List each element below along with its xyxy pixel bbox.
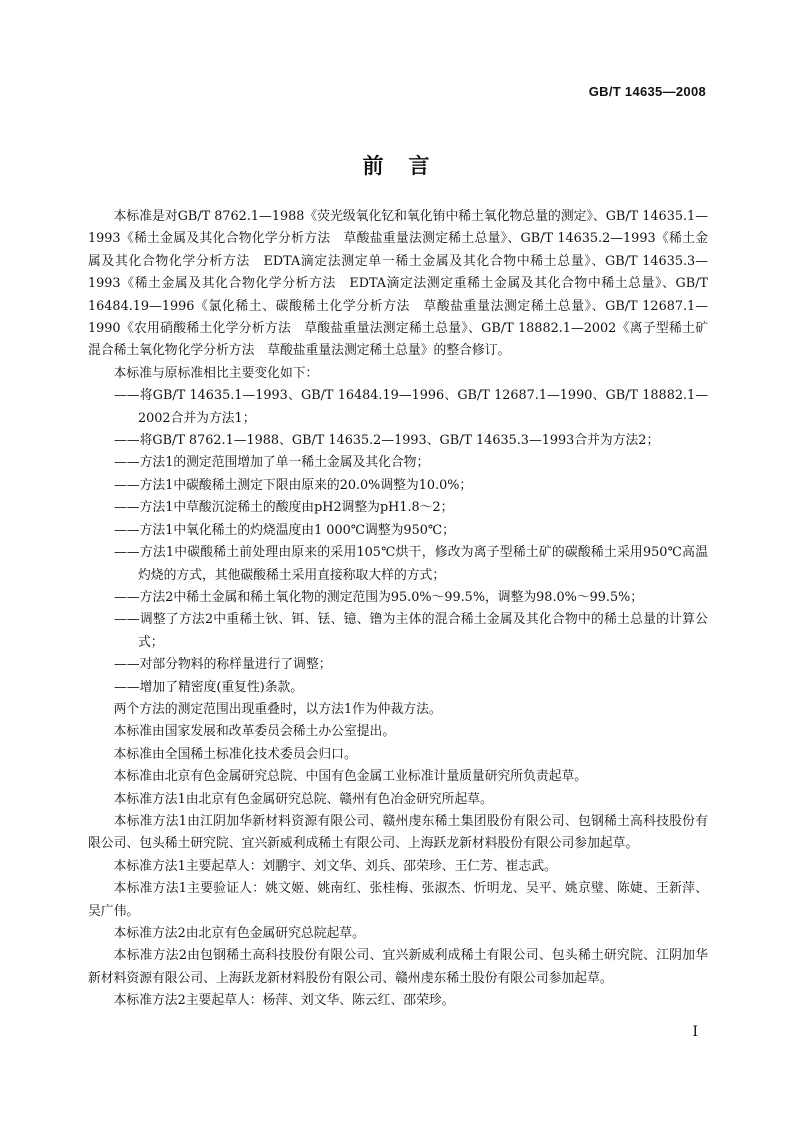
body-paragraph: 本标准方法1主要验证人：姚文姬、姚南红、张桂梅、张淑杰、忻明龙、吴平、姚京璧、陈婕、王新萍、吴广伟。 bbox=[88, 881, 708, 919]
body-paragraph: 本标准方法1由北京有色金属研究总院、赣州有色冶金研究所起草。 bbox=[113, 791, 493, 807]
body-paragraph: 本标准由国家发展和改革委员会稀土办公室提出。 bbox=[113, 724, 396, 740]
body-paragraph: 本标准方法1由江阴加华新材料资源有限公司、赣州虔东稀土集团股份有限公司、包钢稀土高科技股份有限公司、包头稀土研究院、宜兴新威利成稀土有限公司、上海跃龙新材料股份有限公司参加起草。 bbox=[88, 813, 708, 852]
document-body bbox=[88, 206, 708, 1013]
body-paragraph: 本标准方法2由北京有色金属研究总院起草。 bbox=[113, 926, 365, 941]
change-item: ——将GB/T 14635.1—1993、GB/T 16484.19—1996、GB/T 12687.1—1990、GB/T 18882.1—2002合并为方法1； bbox=[114, 388, 708, 426]
change-item: ——方法1中碳酸稀土测定下限由原来的20.0%调整为10.0%； bbox=[114, 477, 473, 493]
change-item: ——方法1的测定范围增加了单一稀土金属及其化合物； bbox=[114, 455, 430, 471]
intro-paragraph: 本标准与原标准相比主要变化如下： bbox=[113, 365, 319, 381]
body-paragraph: 本标准方法1主要起草人：刘鹏宇、刘文华、刘兵、邵荣珍、王仁芳、崔志武。 bbox=[113, 858, 557, 874]
body-paragraph: 本标准由北京有色金属研究总院、中国有色金属工业标准计量质量研究所负责起草。 bbox=[113, 769, 588, 785]
change-item: ——方法2中稀土金属和稀土氧化物的测定范围为95.0%～99.5%，调整为98.0%～99.5%； bbox=[114, 589, 644, 605]
change-item: ——将GB/T 8762.1—1988、GB/T 14635.2—1993、GB/T 14635.3—1993合并为方法2； bbox=[114, 433, 660, 449]
standard-code: GB/T 14635—2008 bbox=[588, 84, 706, 99]
page-title: 前 言 bbox=[362, 154, 432, 178]
body-paragraph: 本标准方法2由包钢稀土高科技股份有限公司、宜兴新威利成稀土有限公司、包头稀土研究院、江阴加华新材料资源有限公司、上海跃龙新材料股份有限公司、赣州虔东稀土股份有限公司参加起草。 bbox=[88, 948, 708, 986]
body-paragraph: 本标准方法2主要起草人：杨萍、刘文华、陈云红、邵荣珍。 bbox=[113, 993, 455, 1009]
intro-paragraph: 本标准是对GB/T 8762.1—1988《荧光级氧化钇和氧化铕中稀土氧化物总量的测定》、GB/T 14635.1—1993《稀土金属及其化合物化学分析方法 草酸盐重量法测定稀土总量》、GB/T 14635.2—1993《稀土金属及其化合物化学分析方法 EDTA滴定法测定单一稀土金属及其化合物中稀土总量》、GB/T 14635.3—1993《稀土金属及其化合物化学分析方法 EDTA滴定法测定重稀土金属及其化合物中稀土总量》、GB/T 16484.19—1996《氯化稀土、碳酸稀土化学分析方法 草酸盐重量法测定稀土总量》、GB/T 12687.1—1990《农用硝酸稀土化学分析方法 草酸盐重量法测定稀土总量》、GB/T 18882.1—2002《离子型稀土矿混合稀土氧化物化学分析方法 草酸盐重量法测定稀土总量》的整合修订。 bbox=[88, 209, 708, 359]
change-item: ——增加了精密度(重复性)条款。 bbox=[114, 679, 304, 695]
change-item: ——调整了方法2中重稀土钬、铒、铥、镱、镥为主体的混合稀土金属及其化合物中的稀土总量的计算公式； bbox=[114, 612, 708, 650]
change-item: ——方法1中碳酸稀土前处理由原来的采用105℃烘干，修改为离子型稀土矿的碳酸稀土采用950℃高温灼烧的方式，其他碳酸稀土采用直接称取大样的方式； bbox=[114, 545, 708, 583]
change-item: ——方法1中草酸沉淀稀土的酸度由pH2调整为pH1.8～2； bbox=[114, 500, 454, 516]
page-number: I bbox=[692, 1024, 698, 1040]
body-paragraph: 本标准由全国稀土标准化技术委员会归口。 bbox=[113, 746, 357, 762]
change-item: ——方法1中氧化稀土的灼烧温度由1 000℃调整为950℃； bbox=[114, 522, 455, 538]
change-item: ——对部分物料的称样量进行了调整； bbox=[114, 657, 332, 673]
body-paragraph: 两个方法的测定范围出现重叠时，以方法1作为仲裁方法。 bbox=[113, 701, 442, 717]
